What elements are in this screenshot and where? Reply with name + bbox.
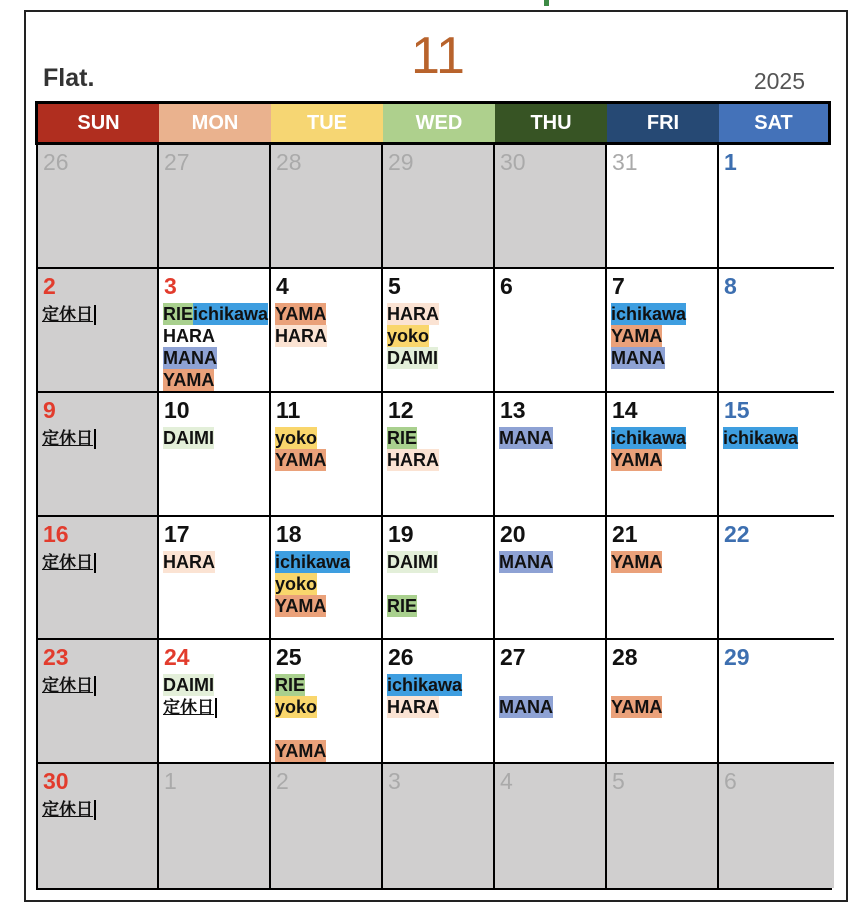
day-cell[interactable] [719, 764, 834, 888]
day-cell[interactable] [495, 764, 607, 888]
day-number: 16 [43, 520, 69, 547]
day-cell[interactable] [719, 393, 834, 517]
staff-row [275, 740, 381, 762]
day-cell[interactable] [495, 517, 607, 641]
day-number: 21 [612, 520, 638, 547]
day-entries [275, 551, 381, 617]
day-cell[interactable] [719, 640, 834, 764]
day-number: 25 [276, 644, 302, 671]
day-cell[interactable] [159, 640, 271, 764]
holiday-label: 定休日 [42, 800, 96, 820]
day-cell[interactable] [38, 517, 159, 641]
staff-row [499, 551, 605, 573]
day-number: 9 [43, 396, 56, 423]
weekday-fri: FRI [607, 104, 719, 142]
staff-name: DAIMI [387, 347, 438, 368]
weekday-wed: WED [383, 104, 495, 142]
staff-row [499, 427, 605, 449]
day-cell[interactable] [495, 393, 607, 517]
day-number: 3 [388, 768, 401, 795]
holiday-label: 定休日 [163, 698, 217, 718]
day-number: 29 [724, 644, 750, 671]
staff-name: HARA [163, 325, 215, 346]
staff-row [275, 696, 381, 718]
staff-row [611, 325, 717, 347]
day-number: 1 [724, 149, 737, 175]
day-entries [611, 303, 717, 369]
staff-name: DAIMI [163, 675, 214, 696]
staff-row [387, 325, 493, 347]
staff-row [387, 427, 493, 449]
day-number: 15 [724, 396, 750, 423]
holiday-row [42, 674, 157, 696]
staff-name: YAMA [611, 551, 663, 572]
staff-row [387, 347, 493, 369]
staff-name: YAMA [611, 325, 663, 346]
holiday-label: 定休日 [42, 553, 96, 573]
weekday-sun: SUN [38, 104, 159, 142]
staff-row [275, 427, 381, 449]
day-cell[interactable] [607, 764, 719, 888]
weekday-sat: SAT [719, 104, 828, 142]
day-number: 19 [388, 520, 414, 547]
weekday-thu: THU [495, 104, 607, 142]
day-number: 2 [276, 768, 289, 795]
day-cell[interactable] [38, 145, 159, 269]
staff-row [163, 551, 269, 573]
staff-name: ichikawa [193, 303, 269, 324]
staff-name: yoko [275, 573, 318, 594]
day-cell[interactable] [271, 393, 383, 517]
staff-name: MANA [611, 347, 665, 368]
day-cell[interactable] [383, 764, 495, 888]
day-cell[interactable] [719, 145, 834, 269]
staff-row [163, 347, 269, 369]
staff-row [163, 369, 269, 391]
staff-name: HARA [275, 325, 327, 346]
staff-name: ichikawa [611, 427, 687, 448]
weekday-tue: TUE [271, 104, 383, 142]
day-entries [499, 674, 605, 718]
day-cell[interactable] [383, 145, 495, 269]
day-number: 13 [500, 396, 526, 423]
day-entries [499, 551, 605, 573]
day-cell[interactable] [38, 764, 159, 888]
staff-row [387, 696, 493, 718]
weekday-header [35, 101, 831, 145]
brand-logo: Flat. [43, 64, 95, 92]
staff-row [723, 427, 834, 449]
day-entries [275, 427, 381, 471]
day-number: 27 [164, 149, 190, 175]
day-entries [42, 674, 157, 696]
day-number: 30 [43, 768, 69, 795]
holiday-row [42, 427, 157, 449]
day-cell[interactable] [607, 393, 719, 517]
staff-name: RIE [387, 427, 418, 448]
day-number: 20 [500, 520, 526, 547]
day-number: 6 [724, 768, 737, 795]
staff-row [611, 551, 717, 573]
day-cell[interactable] [38, 269, 159, 393]
day-number: 12 [388, 396, 414, 423]
day-entries [275, 674, 381, 762]
day-cell[interactable] [159, 145, 271, 269]
staff-row [275, 303, 381, 325]
day-entries [42, 798, 157, 820]
holiday-row [163, 696, 269, 718]
staff-name: yoko [387, 325, 430, 346]
blank-row [275, 718, 381, 740]
day-number: 5 [612, 768, 625, 795]
day-cell[interactable] [38, 393, 159, 517]
day-cell[interactable] [159, 393, 271, 517]
day-number: 1 [164, 768, 177, 795]
staff-row [275, 449, 381, 471]
day-number: 8 [724, 272, 737, 299]
staff-row [163, 303, 269, 325]
staff-name: YAMA [275, 595, 327, 616]
day-cell[interactable] [495, 640, 607, 764]
day-cell[interactable] [159, 764, 271, 888]
day-entries [387, 303, 493, 369]
holiday-row [42, 798, 157, 820]
day-entries [163, 427, 269, 449]
staff-row [163, 325, 269, 347]
day-cell[interactable] [383, 393, 495, 517]
day-number: 11 [276, 396, 301, 423]
holiday-label: 定休日 [42, 676, 96, 696]
staff-name: ichikawa [611, 303, 687, 324]
staff-name: MANA [499, 551, 553, 572]
day-entries [611, 427, 717, 471]
blank-row [611, 674, 717, 696]
day-cell[interactable] [719, 517, 834, 641]
day-number: 10 [164, 396, 190, 423]
day-cell[interactable] [383, 269, 495, 393]
staff-name: YAMA [163, 369, 215, 390]
day-number: 28 [276, 149, 302, 175]
day-cell[interactable] [271, 764, 383, 888]
staff-row [275, 595, 381, 617]
staff-name: YAMA [275, 741, 327, 762]
staff-row [611, 696, 717, 718]
staff-name: ichikawa [387, 675, 463, 696]
staff-row [611, 449, 717, 471]
day-number: 31 [612, 149, 638, 175]
staff-row [499, 696, 605, 718]
day-entries [275, 303, 381, 347]
staff-row [611, 303, 717, 325]
staff-row [387, 551, 493, 573]
day-number: 28 [612, 644, 638, 671]
year-label: 2025 [753, 68, 805, 94]
day-number: 17 [164, 520, 190, 547]
staff-name: RIE [163, 303, 194, 324]
day-entries [611, 551, 717, 573]
staff-name: RIE [387, 595, 418, 616]
day-entries [163, 303, 269, 391]
day-cell[interactable] [159, 517, 271, 641]
staff-name: HARA [387, 449, 439, 470]
day-entries [611, 674, 717, 718]
day-number: 26 [388, 644, 414, 671]
day-number: 6 [500, 272, 513, 299]
day-number: 26 [43, 149, 69, 175]
staff-row [387, 595, 493, 617]
day-cell[interactable] [607, 517, 719, 641]
staff-name: ichikawa [723, 427, 799, 448]
blank-row [387, 573, 493, 595]
month-title: 11 [411, 27, 465, 85]
staff-name: HARA [163, 551, 215, 572]
day-entries [42, 427, 157, 449]
staff-name: HARA [387, 303, 439, 324]
day-entries [387, 551, 493, 617]
staff-name: RIE [275, 675, 306, 696]
blank-row [499, 674, 605, 696]
holiday-row [42, 551, 157, 573]
staff-row [275, 325, 381, 347]
day-entries [387, 427, 493, 471]
day-cell[interactable] [719, 269, 834, 393]
day-number: 22 [724, 520, 750, 547]
day-cell[interactable] [38, 640, 159, 764]
staff-name: ichikawa [275, 551, 351, 572]
day-cell[interactable] [607, 269, 719, 393]
holiday-label: 定休日 [42, 305, 96, 325]
day-cell[interactable] [271, 145, 383, 269]
staff-row [387, 674, 493, 696]
day-entries [42, 551, 157, 573]
day-number: 30 [500, 149, 526, 175]
day-cell[interactable] [495, 269, 607, 393]
day-number: 29 [388, 149, 414, 175]
staff-name: yoko [275, 697, 318, 718]
day-cell[interactable] [159, 269, 271, 393]
staff-name: yoko [275, 427, 318, 448]
day-number: 4 [276, 272, 289, 299]
day-number: 4 [500, 768, 513, 795]
day-number: 2 [43, 272, 56, 299]
staff-row [611, 427, 717, 449]
day-number: 23 [43, 644, 69, 671]
holiday-label: 定休日 [42, 429, 96, 449]
calendar-grid [36, 145, 832, 890]
staff-row [275, 674, 381, 696]
staff-row [387, 303, 493, 325]
staff-row [163, 674, 269, 696]
day-number: 24 [164, 644, 190, 671]
staff-row [275, 573, 381, 595]
day-number: 18 [276, 520, 302, 547]
top-green-marker [544, 0, 549, 6]
day-cell[interactable] [383, 640, 495, 764]
staff-row [275, 551, 381, 573]
staff-name: HARA [387, 697, 439, 718]
day-entries [499, 427, 605, 449]
staff-name: YAMA [275, 449, 327, 470]
day-number: 7 [612, 272, 625, 299]
day-entries [42, 303, 157, 325]
staff-row [163, 427, 269, 449]
day-entries [723, 427, 834, 449]
day-cell[interactable] [271, 517, 383, 641]
day-cell[interactable] [383, 517, 495, 641]
day-entries [163, 551, 269, 573]
staff-name: YAMA [611, 449, 663, 470]
staff-name: YAMA [275, 303, 327, 324]
staff-name: DAIMI [387, 551, 438, 572]
weekday-mon: MON [159, 104, 271, 142]
holiday-row [42, 303, 157, 325]
day-cell[interactable] [607, 145, 719, 269]
day-cell[interactable] [495, 145, 607, 269]
staff-name: MANA [163, 347, 217, 368]
day-number: 14 [612, 396, 638, 423]
day-number: 27 [500, 644, 526, 671]
day-cell[interactable] [271, 269, 383, 393]
staff-row [611, 347, 717, 369]
staff-name: DAIMI [163, 427, 214, 448]
day-number: 5 [388, 272, 401, 299]
day-entries [387, 674, 493, 718]
day-cell[interactable] [271, 640, 383, 764]
day-entries [163, 674, 269, 718]
staff-name: MANA [499, 697, 553, 718]
day-cell[interactable] [607, 640, 719, 764]
staff-name: MANA [499, 427, 553, 448]
day-number: 3 [164, 272, 177, 299]
staff-name: YAMA [611, 697, 663, 718]
staff-row [387, 449, 493, 471]
